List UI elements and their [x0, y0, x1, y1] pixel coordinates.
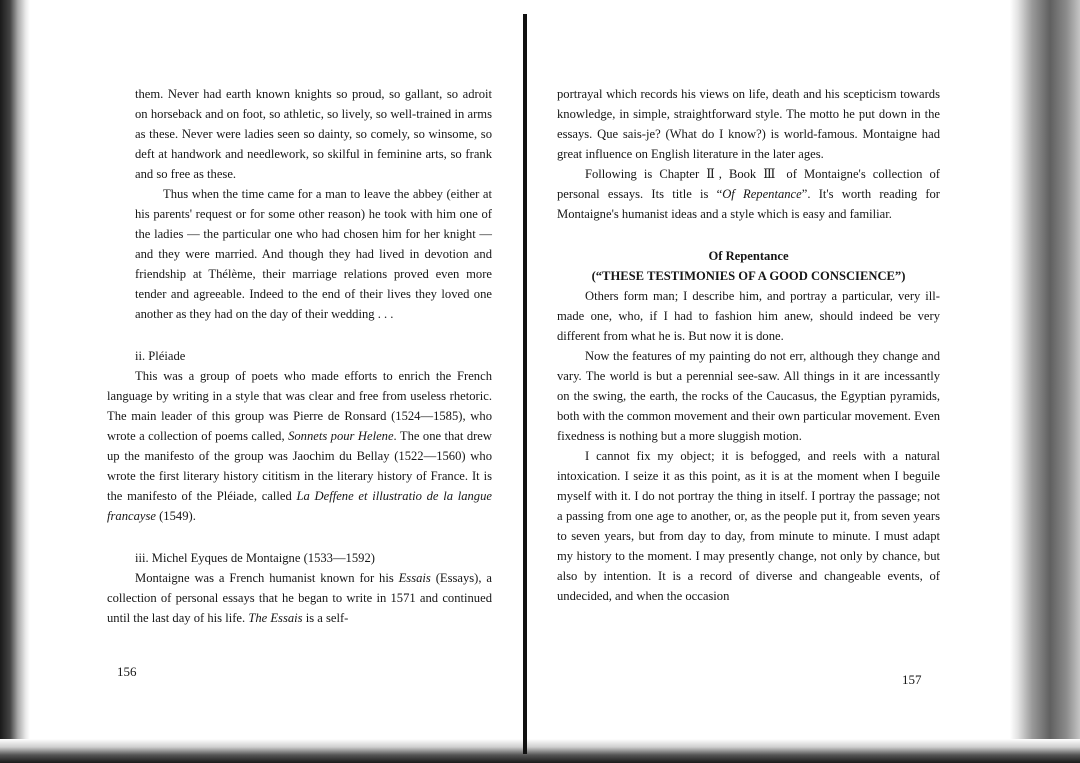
scan-shadow-right — [1010, 0, 1080, 763]
section-ii-paragraph — [107, 366, 492, 526]
page-number-left: 156 — [117, 664, 137, 679]
page-number-right: 157 — [902, 672, 922, 687]
right-paragraph-2 — [557, 164, 940, 224]
section-iii-text-2: (Essays), a collection of personal essays that he began to write in 1571 and continued until the last day of his life. — [107, 571, 492, 625]
right-page — [557, 84, 940, 606]
essais-title: Essais — [398, 571, 431, 585]
left-paragraph-1: them. Never had earth known knights so proud, so gallant, so adroit on horseback and on foot, so athletic, so lively, so well-trained in arms as these. Never were ladies seen so dainty, so comely, so winsome, so deft at handwork and needlework, so skilful in feminine arts, so frank and so free as these. — [135, 87, 492, 181]
essay-subtitle: (“THESE TESTIMONIES OF A GOOD CONSCIENCE”) — [591, 269, 906, 283]
right-paragraph-2b: ”. It's worth reading for Montaigne's humanist ideas and a style which is easy and familiar. — [557, 187, 941, 221]
the-essais-title: The Essais — [248, 611, 303, 625]
section-ii-text-2: . The one that drew up the manifesto of the group was Jaochim du Bellay (1522—1560) who wrote the first literary history cititism in the literary history of France. It is the manifesto of the Pléiade, called — [107, 429, 492, 503]
essay-paragraph-3: I cannot fix my object; it is befogged, and reels with a natural intoxication. I seize it as this point, as it is at the moment when I beguile myself with it. I do not portray the thing in itself. I portray the passage; not a passing from one age to another, or, as the people put it, from seven years to seven years, but from day to day, from minute to minute. I must adapt my history to the moment. I may presently change, not only by chance, but also by intention. It is a record of diverse and changeable events, of undecided, and when the occasion — [557, 449, 940, 603]
section-ii-text-1: This was a group of poets who made efforts to enrich the French language by writing in a style that was clear and free from useless rhetoric. The main leader of this group was Pierre de Ronsard (1524—1585), who wrote a collection of poems called, — [107, 369, 492, 443]
essay-paragraph-1: Others form man; I describe him, and portray a particular, very ill-made one, who, if I had to fashion him anew, should indeed be very different from what he is. But now it is done. — [557, 289, 940, 343]
right-paragraph-2a: Following is Chapter Ⅱ, Book Ⅲ of Montaigne's collection of personal essays. Its title is “ — [557, 167, 940, 201]
scan-shadow-left — [0, 0, 30, 763]
right-paragraph-1: portrayal which records his views on life, death and his scepticism towards knowledge, in simple, straightforward style. The motto he put down in the essays. Que sais-je? (What do I know?) is world-famous. Montaigne had great influence on English literature in the later ages. — [557, 87, 940, 161]
left-page — [107, 84, 492, 628]
book-spine — [523, 14, 527, 754]
sonnets-title: Sonnets pour Helene — [288, 429, 394, 443]
section-ii-heading: ii. Pléiade — [135, 349, 186, 363]
section-iii-paragraph — [107, 568, 492, 628]
deffene-title: La Deffene et illustratio de la langue francayse — [107, 489, 492, 523]
section-ii-text-3: (1549). — [155, 509, 196, 523]
scan-shadow-bottom — [0, 739, 1080, 763]
left-paragraph-2: Thus when the time came for a man to leave the abbey (either at his parents' request or for some other reason) he took with him one of the ladies — the particular one who had chosen him for her knight — and they were married. And though they had lived in devotion and friendship at Thélème, their marriage relations proved even more tender and agreeable. Indeed to the end of their lives they loved one another as they had on the day of their wedding . . . — [135, 187, 492, 321]
section-iii-heading: iii. Michel Eyques de Montaigne (1533—1592) — [135, 551, 375, 565]
section-gap — [557, 224, 940, 246]
of-repentance-title-inline: Of Repentance — [722, 187, 802, 201]
essay-paragraph-2: Now the features of my painting do not err, although they change and vary. The world is but a perennial see-saw. All things in it are incessantly on the swing, the earth, the rocks of the Caucasus, the Egyptian pyramids, both with the common movement and their own particular movement. Even fixedness is nothing but a more sluggish motion. — [557, 349, 940, 443]
essay-title: Of Repentance — [708, 249, 789, 263]
section-iii-text-1: Montaigne was a French humanist known for his — [135, 571, 399, 585]
section-gap — [107, 324, 492, 346]
section-iii-text-3: is a self- — [302, 611, 349, 625]
section-gap — [107, 526, 492, 548]
